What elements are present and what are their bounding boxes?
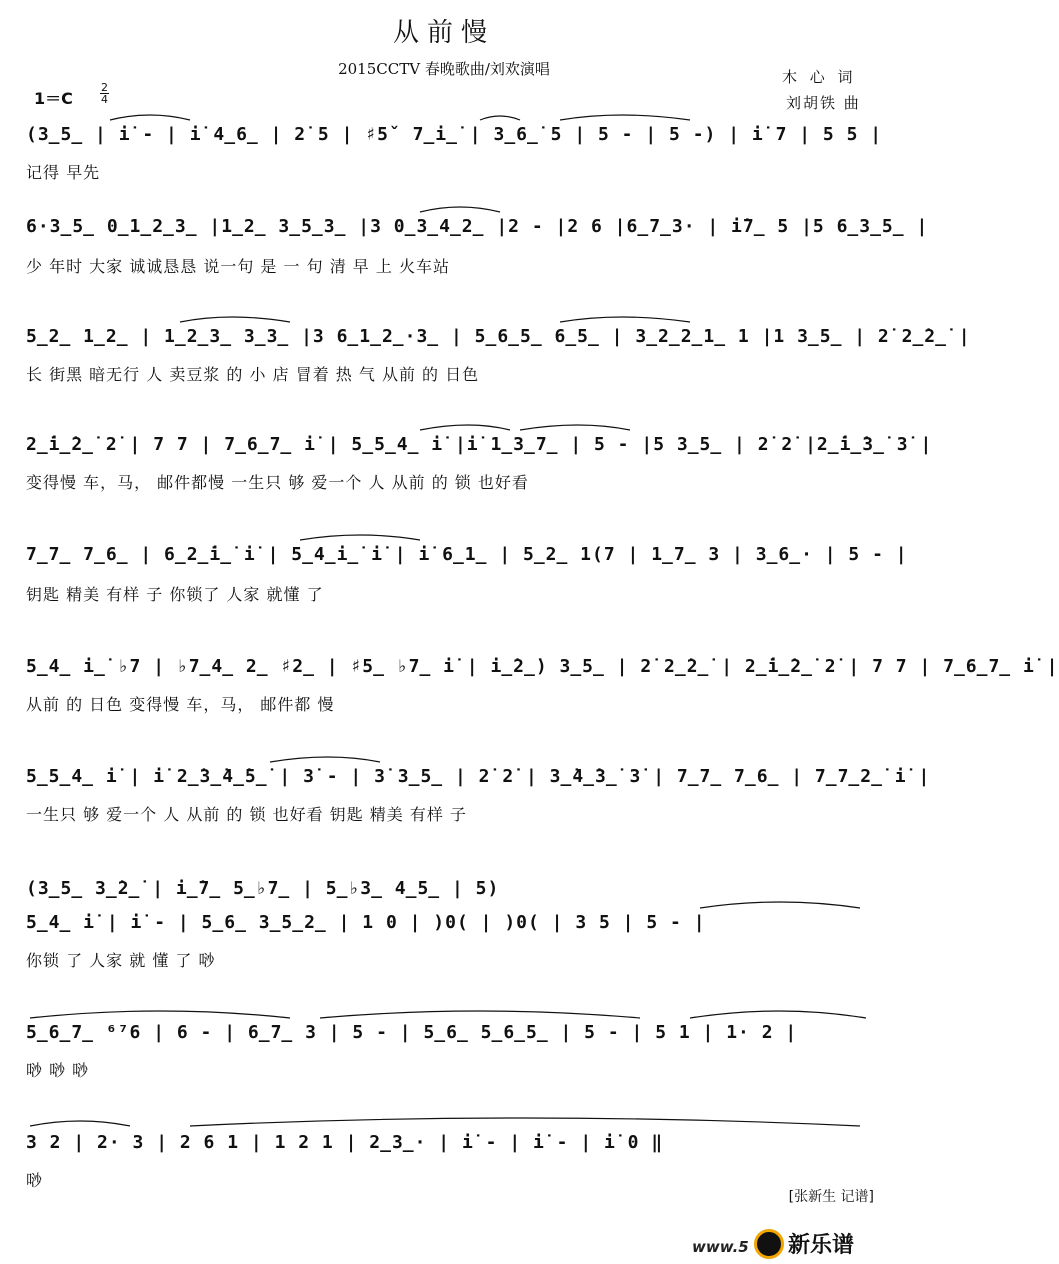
score-notes-4: 2̲̇i̲̇2̲̇ 2̇ | 7 7 | 7̲6̲7̲ i̇ | 5̲5̲4̲ i̇ |i̇ 1̲3̲7̲ | 5 - |5 3̲5̲ | 2̇ 2̇ |2̲̇i̲̇3̲̇ 3̇ |	[26, 434, 933, 455]
slur-arc	[520, 425, 630, 430]
slur-arc	[420, 425, 510, 430]
logo-text: 新乐谱	[788, 1233, 855, 1258]
song-title: 从前慢	[392, 18, 495, 48]
score-notes-8: (3̲5̲ 3̲̇2̲̇ | i̲̇7̲ 5̲♭7̲ | 5̲♭3̲ 4̲5̲ | 5)	[26, 878, 500, 899]
score-notes-10: 5̲6̲7̲ ⁶⁷6 | 6 - | 6̲7̲ 3 | 5 - | 5̲6̲ 5̲6̲5̲ | 5 - | 5 1 | 1· 2 |	[26, 1022, 798, 1043]
site-logo	[754, 1228, 854, 1259]
score-notes-11: 3 2 | 2· 3 | 2 6 1 | 1 2 1 | 2̲3̲· | i̇ - | i̇ - | i̇ 0 ‖	[26, 1132, 664, 1153]
score-notes-6: 5̲4̲ i̲̇ ♭7 | ♭7̲4̲ 2̲ ♯2̲ | ♯5̲ ♭7̲ i̇ | i̲̇2̲̇) 3̲5̲ | 2̇ 2̲̇2̲̇ | 2̲̇i̲̇2̲̇ 2̇ | 7 7 | 7̲6̲7̲ i̇ |	[26, 656, 1059, 677]
slur-arc	[110, 115, 190, 120]
transcriber-credit: [张新生 记谱]	[788, 1189, 874, 1205]
score-lyrics-10: 唦 唦 唦	[26, 1061, 90, 1080]
site-watermark: www.5	[692, 1238, 749, 1256]
slur-arc	[270, 757, 380, 762]
time-signature-bottom: 4	[101, 93, 108, 106]
score-lyrics-9: 你锁 了 人家 就 懂 了 唦	[26, 951, 216, 970]
lyricist-credit: 木 心 词	[782, 68, 857, 86]
slur-arc	[300, 535, 420, 540]
slur-arc	[690, 1011, 866, 1018]
slur-arc	[320, 1011, 640, 1018]
slur-arc	[190, 1118, 860, 1126]
record-disc-icon	[754, 1229, 784, 1259]
slur-arc	[30, 1121, 130, 1126]
slur-arc	[480, 116, 520, 120]
score-lyrics-11: 唦	[26, 1171, 44, 1190]
score-lyrics-4: 变得慢 车，马， 邮件都慢 一生只 够 爱一个 人 从前 的 锁 也好看	[26, 473, 529, 492]
score-notes-9: 5̲4̲ i̇ | i̇ - | 5̲6̲ 3̲5̲2̲ | 1 0 | )0( | )0( | 3 5 | 5 - |	[26, 912, 706, 933]
slur-arc	[560, 115, 690, 120]
score-lyrics-7: 一生只 够 爱一个 人 从前 的 锁 也好看 钥匙 精美 有样 子	[26, 805, 467, 824]
score-lyrics-3: 长 街黑 暗无行 人 卖豆浆 的 小 店 冒着 热 气 从前 的 日色	[26, 365, 480, 384]
score-notes-1: (3̲5̲ | i̇ - | i̇ 4̲6̲ | 2̇ 5 | ♯5ˇ 7̲i̲̇ | 3̲6̲̇ 5 | 5 - | 5 -) | i̇ 7 | 5 5 |	[26, 124, 883, 145]
score-lyrics-2: 少 年时 大家 诚诚恳恳 说一句 是 一 句 清 早 上 火车站	[26, 257, 450, 276]
score-lyrics-6: 从前 的 日色 变得慢 车，马， 邮件都 慢	[26, 695, 335, 714]
key-signature: 1＝C	[34, 89, 73, 108]
song-subtitle: 2015CCTV 春晚歌曲/刘欢演唱	[338, 60, 550, 78]
slur-arc	[30, 1011, 290, 1018]
slur-arc	[180, 317, 290, 322]
slur-arc	[560, 317, 690, 322]
slur-arc	[700, 902, 860, 908]
score-notes-7: 5̲5̲4̲ i̇ | i̇ 2̲̇3̲̇4̲̇5̲̇ | 3̇ - | 3̇ 3̲5̲ | 2̇ 2̇ | 3̲̇4̲̇3̲̇ 3̇ | 7̲7̲ 7̲6̲ | 7̲7̲2̲̇ i̇ |	[26, 766, 931, 787]
score-notes-5: 7̲7̲ 7̲6̲ | 6̲2̲̇i̲̇ i̇ | 5̲4̲i̲̇ i̇ | i̇ 6̲1̲ | 5̲2̲ 1(7 | 1̲7̲ 3 | 3̲6̲· | 5 - |	[26, 544, 908, 565]
score-notes-2: 6·3̲5̲ 0̲1̲2̲3̲ |1̲2̲ 3̲5̲3̲ |3 0̲3̲4̲2̲ |2 - |2 6 |6̲7̲3· | i̇7̲ 5 |5 6̲3̲5̲ |	[26, 216, 929, 237]
score-lyrics-5: 钥匙 精美 有样 子 你锁了 人家 就懂 了	[26, 585, 324, 604]
time-signature-top: 2	[101, 81, 108, 94]
composer-credit: 刘胡铁 曲	[786, 94, 861, 112]
score-lyrics-1: 记得 早先	[26, 163, 101, 182]
score-notes-3: 5̲2̲ 1̲2̲ | 1̲2̲3̲ 3̲3̲ |3 6̲1̲2̲·3̲ | 5̲6̲5̲ 6̲5̲ | 3̲2̲2̲1̲ 1 |1 3̲5̲ | 2̇ 2̲̇2̲̇ |	[26, 326, 971, 347]
slur-arc	[420, 207, 500, 212]
